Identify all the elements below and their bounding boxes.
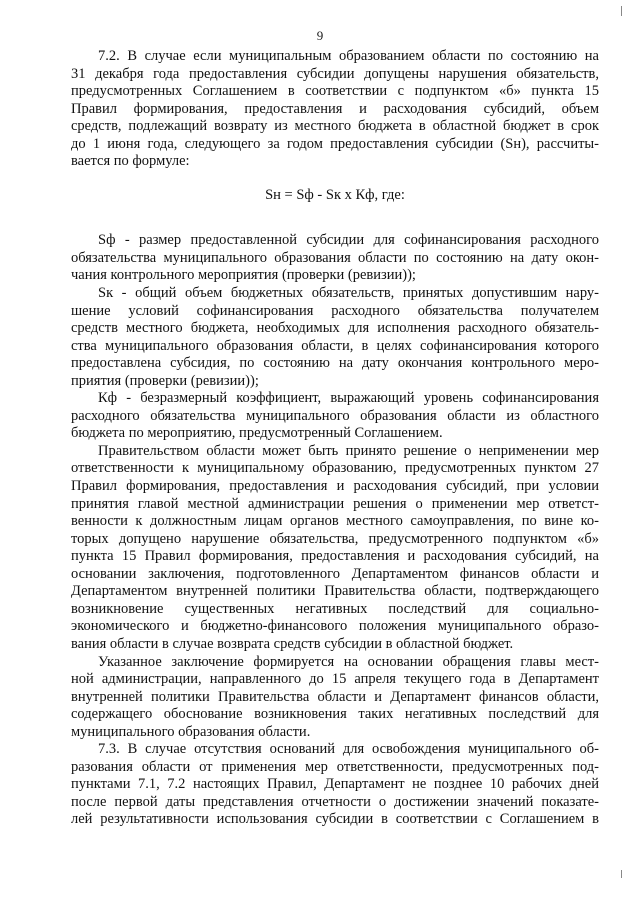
spacer	[71, 171, 599, 187]
text-line: содержащего обоснование возникновения таких негативных последствий для	[71, 706, 599, 723]
definition-sf	[71, 232, 599, 285]
text-line: 31 декабря года предоставления субсидии допущены нарушения обязательств,	[71, 65, 599, 82]
text-line: чания контрольного мероприятия (проверки (ревизии));	[71, 267, 416, 284]
text-line: пунктами 7.1, 7.2 настоящих Правил, Департамент не позднее 10 рабочих дней	[71, 776, 599, 793]
spacer	[71, 204, 599, 232]
text-line: 7.3. В случае отсутствия оснований для освобождения муниципального об-	[98, 741, 599, 758]
text-line: приятия (проверки (ревизии));	[71, 372, 259, 389]
text-line: внутренней политики Правительства области и Департамент финансов области,	[71, 688, 599, 705]
text-line: бюджета по мероприятию, предусмотренный Соглашением.	[71, 425, 443, 442]
text-line: торых допущено нарушение обязательства, предусмотренного подпунктом «б»	[71, 530, 599, 547]
text-line: Правительством области может быть принято решение о неприменении мер	[98, 442, 599, 459]
text-line: венности к должностным лицам органов местного самоуправления, по вине ко-	[71, 513, 599, 530]
scan-edge-mark	[621, 870, 622, 878]
text-line: средств, подлежащий возврату из местного бюджета в областной бюджет в срок	[71, 118, 599, 135]
text-line: Департаментом внутренней политики Правительства области, подтверждающего	[71, 583, 599, 600]
text-line: 7.2. В случае если муниципальным образованием области по состоянию на	[98, 48, 599, 64]
definition-sk	[71, 285, 599, 390]
text-line: основании заключения, подготовленного Департаментом финансов области и	[71, 565, 599, 582]
text-line: Кф - безразмерный коэффициент, выражающий уровень софинансирования	[98, 390, 599, 407]
paragraph-government-decision	[71, 443, 599, 654]
text-line: ответственности к муниципальному образованию, предусмотренных пунктом 27	[71, 460, 599, 477]
text-line: ства муниципального образования области, в целях софинансирования которого	[71, 337, 599, 354]
text-line: возникновение существенных негативных последствий для социально-	[71, 600, 599, 617]
text-line: шение условий софинансирования расходного обязательства получателем	[71, 302, 599, 319]
text-line: лей результативности использования субсидии в соответствии с Соглашением в	[71, 811, 599, 828]
text-line: Правил формирования, предоставления и расходования субсидий, при условии	[71, 478, 599, 495]
formula: Sн = Sф - Sк х Кф, где:	[265, 186, 405, 203]
text-line: расходного обязательства муниципального образования области из областного	[71, 407, 599, 424]
text-line: до 1 июня года, следующего за годом предоставления субсидии (Sн), рассчиты-	[71, 135, 599, 152]
text-line: обязательства муниципального образования области по состоянию на дату окон-	[71, 249, 599, 266]
text-line: средств местного бюджета, необходимых для исполнения расходного обязатель-	[71, 320, 599, 337]
text-line: муниципального образования области.	[71, 723, 311, 740]
text-line: разования области от применения мер ответственности, предусмотренных под-	[71, 758, 599, 775]
document-body	[71, 48, 599, 829]
paragraph-conclusion	[71, 654, 599, 742]
text-line: Sк - общий объем бюджетных обязательств, принятых допустившим нару-	[98, 285, 599, 302]
paragraph-7-2	[71, 48, 599, 171]
page-number: 9	[316, 28, 324, 43]
text-line: вания области в случае возврата средств субсидии в областной бюджет.	[71, 635, 514, 652]
text-line: принятия главой местной администрации решения о применении мер ответст-	[71, 495, 599, 512]
text-line: предоставлена субсидия, по состоянию на дату окончания контрольного меро-	[71, 355, 599, 372]
scan-edge-mark	[621, 6, 622, 16]
text-line: экономического и бюджетно-финансового положения муниципального образо-	[71, 618, 599, 635]
text-line: предусмотренных Соглашением в соответствии с подпунктом «б» пункта 15	[71, 83, 599, 100]
text-line: пункта 15 Правил формирования, предоставления и расходования субсидий, на	[71, 548, 599, 565]
text-line: после первой даты представления отчетности о достижении значений показате-	[71, 793, 599, 810]
text-line: Правил формирования, предоставления и расходования субсидий, объем	[71, 100, 599, 117]
text-line: вается по формуле:	[71, 153, 190, 170]
text-line: Указанное заключение формируется на основании обращения главы мест-	[98, 653, 599, 670]
paragraph-7-3	[71, 741, 599, 829]
text-line: Sф - размер предоставленной субсидии для софинансирования расходного	[98, 232, 599, 249]
text-line: ной администрации, направленного до 15 апреля текущего года в Департамент	[71, 671, 599, 688]
definition-kf	[71, 390, 599, 443]
